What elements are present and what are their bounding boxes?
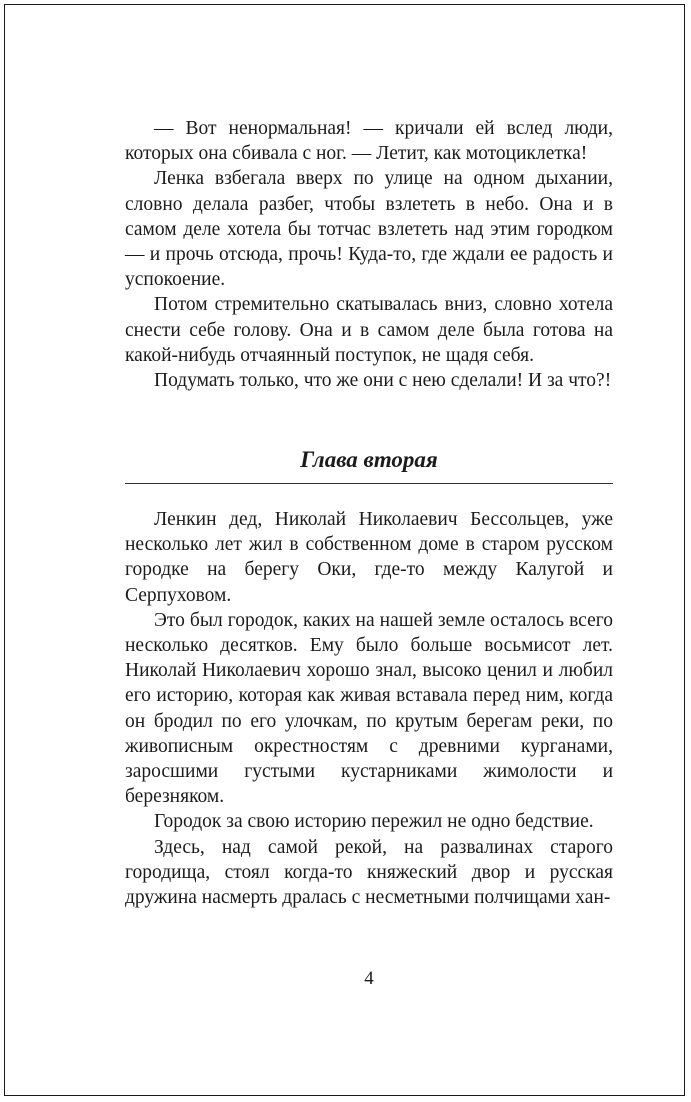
paragraph: Городок за свою историю пережил не одно бедствие. <box>154 811 594 833</box>
paragraph: — Вот ненормальная! — кричали ей вслед люди, которых она сбивала с ног. — Летит, как мотоциклетка! <box>125 118 613 165</box>
paragraph: Ленкин дед, Николай Николаевич Бессольцев, уже несколько лет жил в собственном доме в старом русском городке на берегу Оки, где-то между Калугой и Серпуховом. <box>125 509 613 606</box>
paragraph: Ленка взбегала вверх по улице на одном дыхании, словно делала разбег, чтобы взлететь в небо. Она и в самом деле хотела бы тотчас взлететь над этим городком — и прочь отсюда, прочь! Куда-то, где ждали ее радость и успокоение. <box>125 168 613 291</box>
paragraph: Это был городок, каких на нашей земле осталось всего несколько десятков. Ему было больше восьмисот лет. Николай Николаевич хорошо знал, высоко ценил и любил его историю, которая как живая вставала перед ним, когда он бродил по его улочкам, по крутым берегам реки, по живописным окрестностям с древними курганами, заросшими густыми кустарниками жимолости и березняком. <box>125 609 613 808</box>
paragraph: Здесь, над самой рекой, на развалинах старого городища, стоял когда-то княжеский двор и русская дружина насмерть дралась с несметными полчищами хан- <box>125 836 613 909</box>
chapter-title: Глава вторая <box>300 447 438 472</box>
book-page <box>4 4 685 1096</box>
paragraph: Потом стремительно скатывалась вниз, словно хотела снести себе голову. Она и в самом деле была готова на какой-нибудь отчаянный поступок, не щадя себя. <box>125 294 613 366</box>
chapter-divider <box>125 483 613 484</box>
chapter-text-block <box>125 507 613 910</box>
paragraph: Подумать только, что же они с нею сделали! И за что?! <box>154 370 612 392</box>
page-number: 4 <box>364 968 374 989</box>
intro-text-block <box>125 116 613 393</box>
